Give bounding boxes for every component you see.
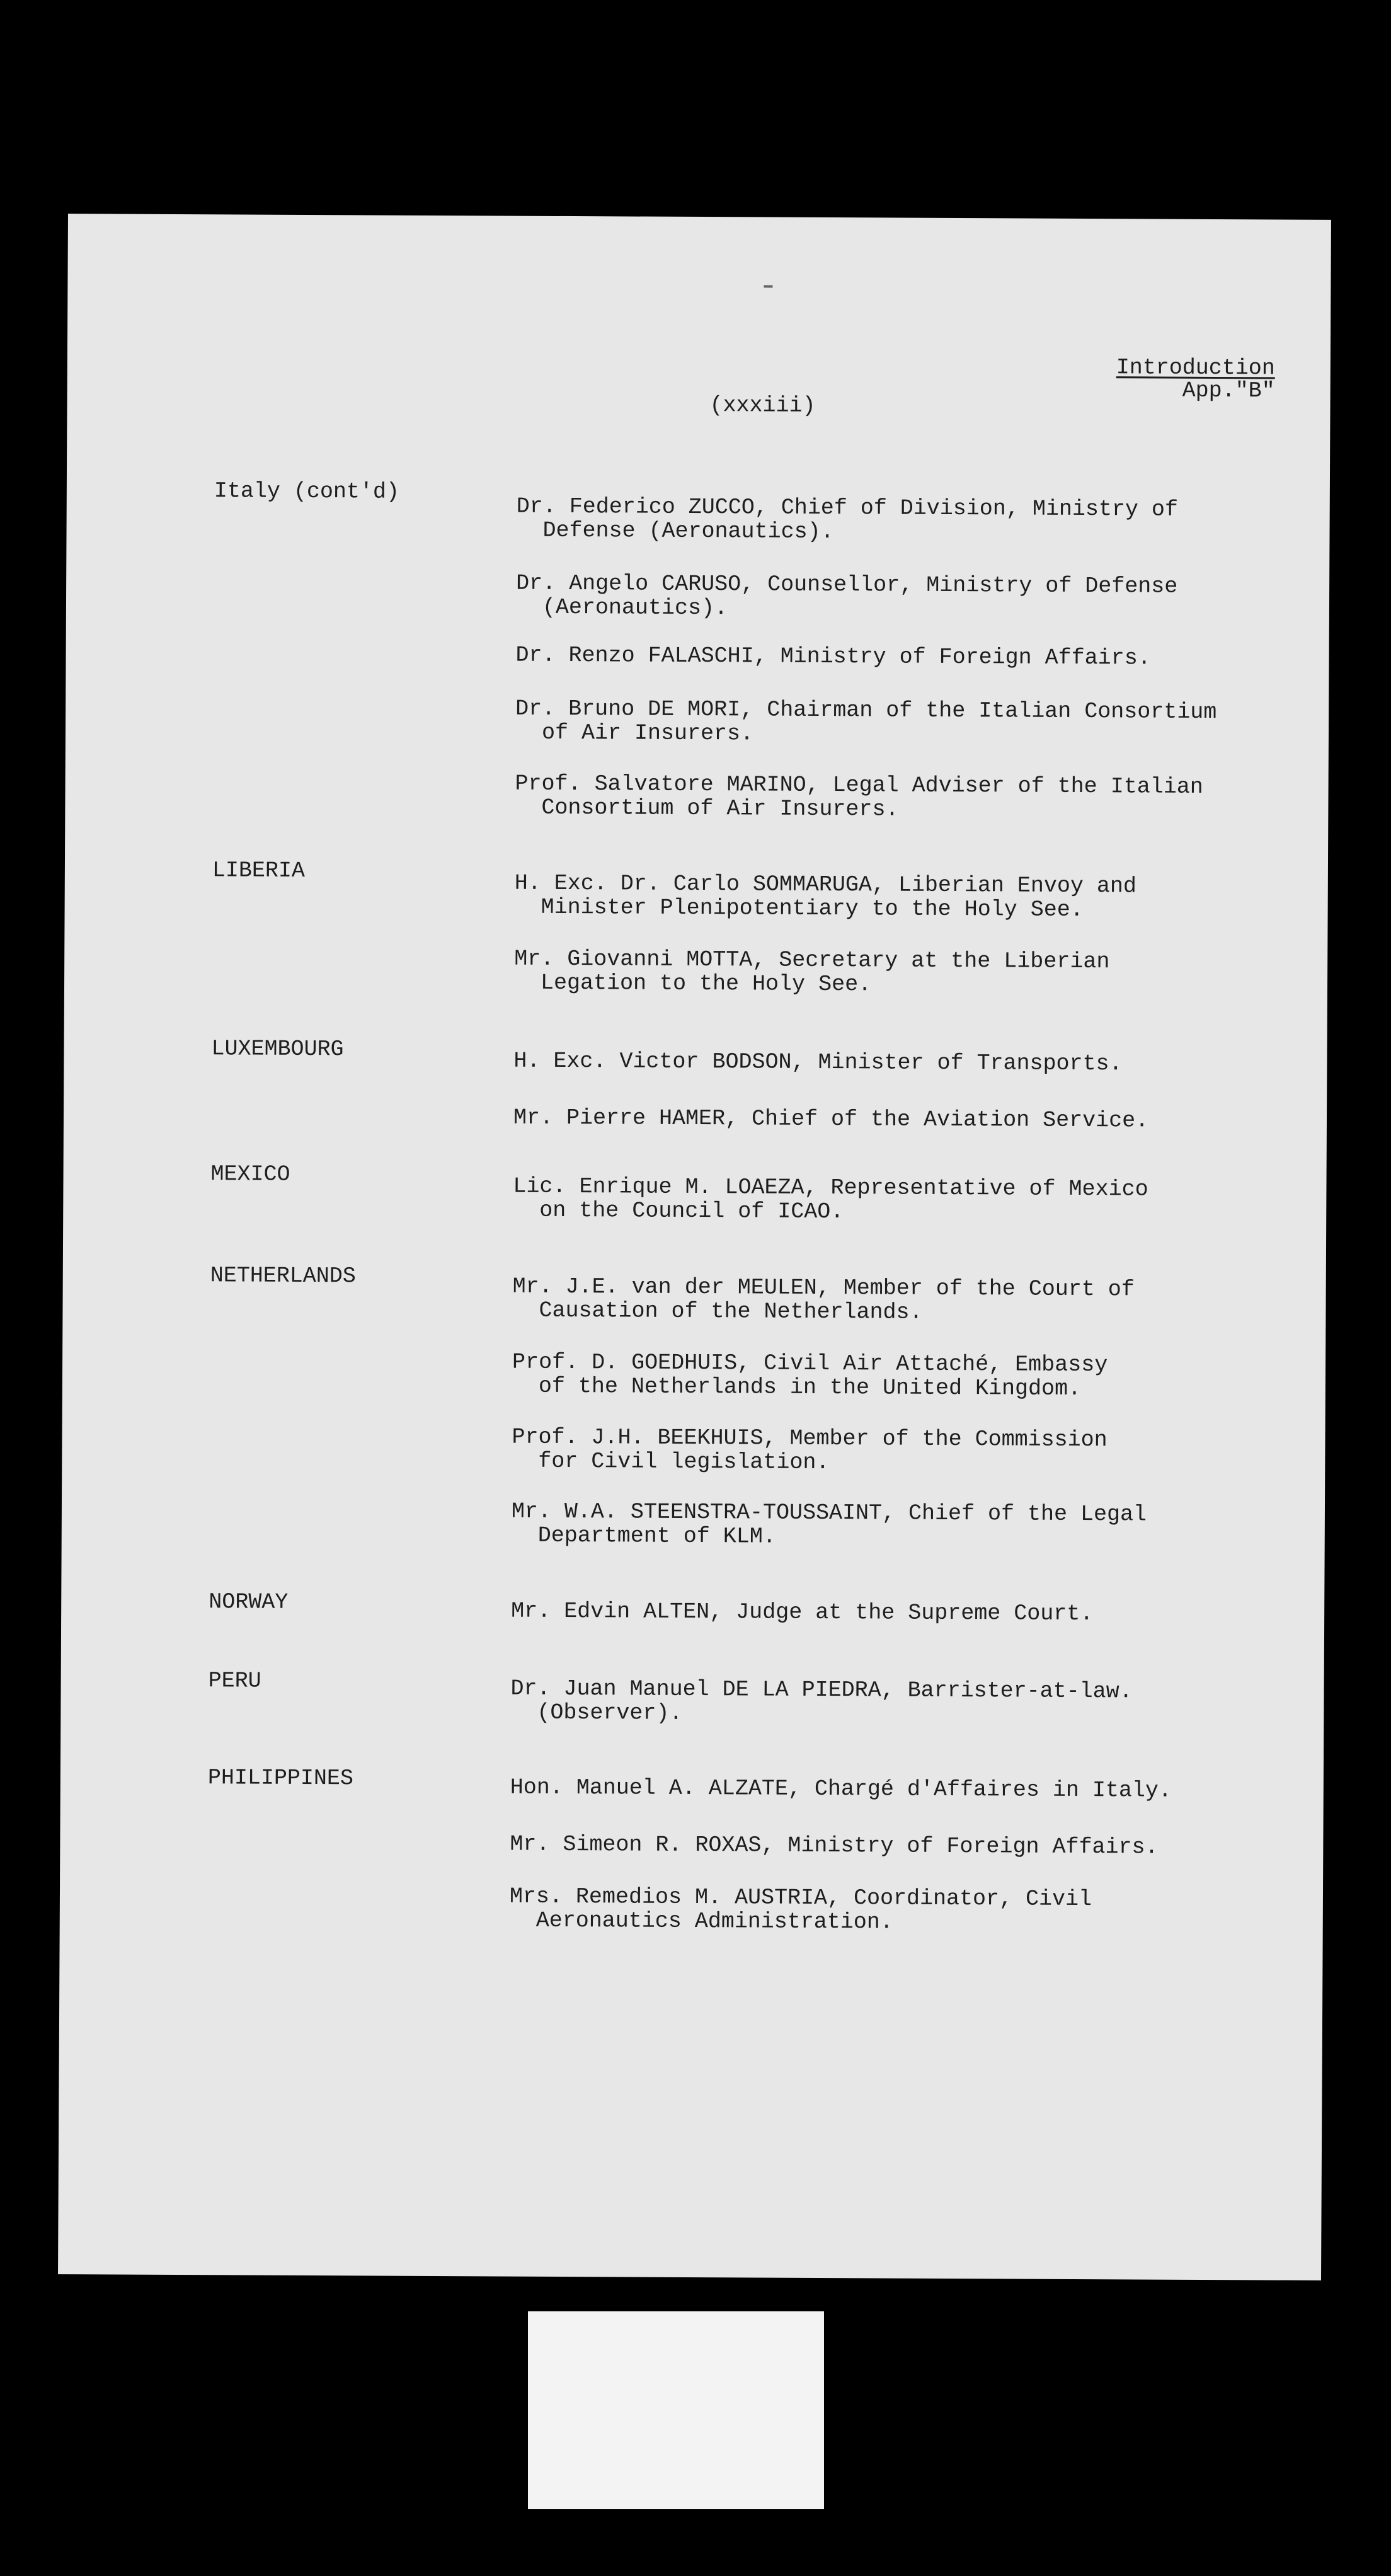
entry-line-continued: of the Netherlands in the United Kingdom. — [538, 1373, 1082, 1402]
entry-line: Dr. Angelo CARUSO, Counsellor, Ministry of Defense — [516, 570, 1178, 599]
entry-line: Mr. Giovanni MOTTA, Secretary at the Liberian — [514, 946, 1110, 975]
entry-line: Mr. W.A. STEENSTRA-TOUSSAINT, Chief of the Legal — [511, 1498, 1147, 1527]
page-number: (xxxiii) — [709, 393, 816, 418]
delegate-entry — [511, 1599, 1093, 1626]
delegate-entry — [510, 1776, 1172, 1803]
entry-line: Prof. Salvatore MARINO, Legal Adviser of the Italian — [515, 771, 1203, 800]
delegate-entry — [515, 772, 1203, 823]
entry-line-continued: Minister Plenipotentiary to the Holy See. — [541, 894, 1084, 923]
entry-line-continued: Causation of the Netherlands. — [539, 1297, 923, 1325]
entry-line-continued: Consortium of Air Insurers. — [541, 795, 899, 822]
country-label: LUXEMBOURG — [211, 1036, 344, 1062]
entry-line: Mr. J.E. van der MEULEN, Member of the Court of — [512, 1274, 1135, 1302]
entry-line: H. Exc. Victor BODSON, Minister of Transports. — [513, 1048, 1123, 1077]
delegate-entry — [512, 1350, 1108, 1401]
delegate-entry — [515, 697, 1217, 748]
appendix-label: App."B" — [1182, 377, 1275, 404]
delegate-entry — [516, 495, 1178, 546]
delegate-entry — [513, 1049, 1122, 1076]
blank-card — [528, 2311, 824, 2509]
entry-line-continued: (Observer). — [537, 1699, 683, 1726]
entry-line: Prof. J.H. BEEKHUIS, Member of the Commission — [512, 1424, 1108, 1453]
delegate-entry — [513, 1175, 1148, 1226]
entry-line: Mr. Edvin ALTEN, Judge at the Supreme Court. — [511, 1598, 1094, 1627]
delegate-entry — [510, 1885, 1092, 1936]
entry-line-continued: Defense (Aeronautics). — [542, 517, 834, 545]
entry-line: Prof. D. GOEDHUIS, Civil Air Attaché, Embassy — [512, 1349, 1108, 1378]
entry-line-continued: Department of KLM. — [537, 1522, 776, 1550]
entry-line: Hon. Manuel A. ALZATE, Chargé d'Affaires in Italy. — [510, 1774, 1172, 1803]
country-label: PHILIPPINES — [207, 1765, 354, 1791]
page-header — [1116, 356, 1275, 402]
entry-line-continued: (Aeronautics). — [542, 594, 728, 621]
country-label: Italy (cont'd) — [214, 478, 400, 505]
entry-line-continued: for Civil legislation. — [538, 1448, 830, 1476]
country-label: PERU — [208, 1668, 261, 1694]
country-label: NETHERLANDS — [210, 1263, 356, 1289]
entry-line: Mr. Simeon R. ROXAS, Ministry of Foreign Affairs. — [510, 1831, 1159, 1860]
entry-line: Mr. Pierre HAMER, Chief of the Aviation Service. — [513, 1105, 1149, 1134]
entry-line: H. Exc. Dr. Carlo SOMMARUGA, Liberian Envoy and — [514, 870, 1137, 899]
paper-mark — [764, 285, 772, 288]
document-page — [58, 214, 1331, 2280]
delegate-entry — [512, 1500, 1147, 1551]
entry-line-continued: of Air Insurers. — [541, 720, 754, 747]
entry-line: Dr. Renzo FALASCHI, Ministry of Foreign Affairs. — [515, 642, 1151, 671]
entry-line-continued: on the Council of ICAO. — [539, 1197, 844, 1225]
section-title: Introduction — [1116, 355, 1275, 381]
entry-line: Dr. Bruno DE MORI, Chairman of the Italian Consortium — [515, 696, 1217, 725]
delegate-entry — [513, 1106, 1148, 1133]
delegate-entry — [512, 1275, 1135, 1326]
country-label: NORWAY — [209, 1589, 289, 1615]
delegate-entry — [510, 1677, 1133, 1728]
entry-line-continued: Legation to the Holy See. — [540, 970, 872, 998]
delegate-entry — [514, 947, 1110, 998]
delegate-entry — [515, 643, 1150, 670]
entry-line: Dr. Juan Manuel DE LA PIEDRA, Barrister-at-law. — [510, 1676, 1133, 1705]
country-label: LIBERIA — [212, 858, 306, 883]
entry-line: Dr. Federico ZUCCO, Chief of Division, Ministry of — [516, 493, 1178, 522]
delegate-entry — [512, 1425, 1108, 1476]
entry-line: Mrs. Remedios M. AUSTRIA, Coordinator, Civil — [509, 1883, 1092, 1912]
country-label: MEXICO — [210, 1161, 290, 1187]
entry-line-continued: Aeronautics Administration. — [535, 1907, 893, 1935]
delegate-entry — [516, 572, 1178, 623]
delegate-entry — [515, 871, 1137, 923]
delegate-entry — [510, 1832, 1158, 1860]
entry-line: Lic. Enrique M. LOAEZA, Representative of Mexico — [513, 1173, 1148, 1202]
